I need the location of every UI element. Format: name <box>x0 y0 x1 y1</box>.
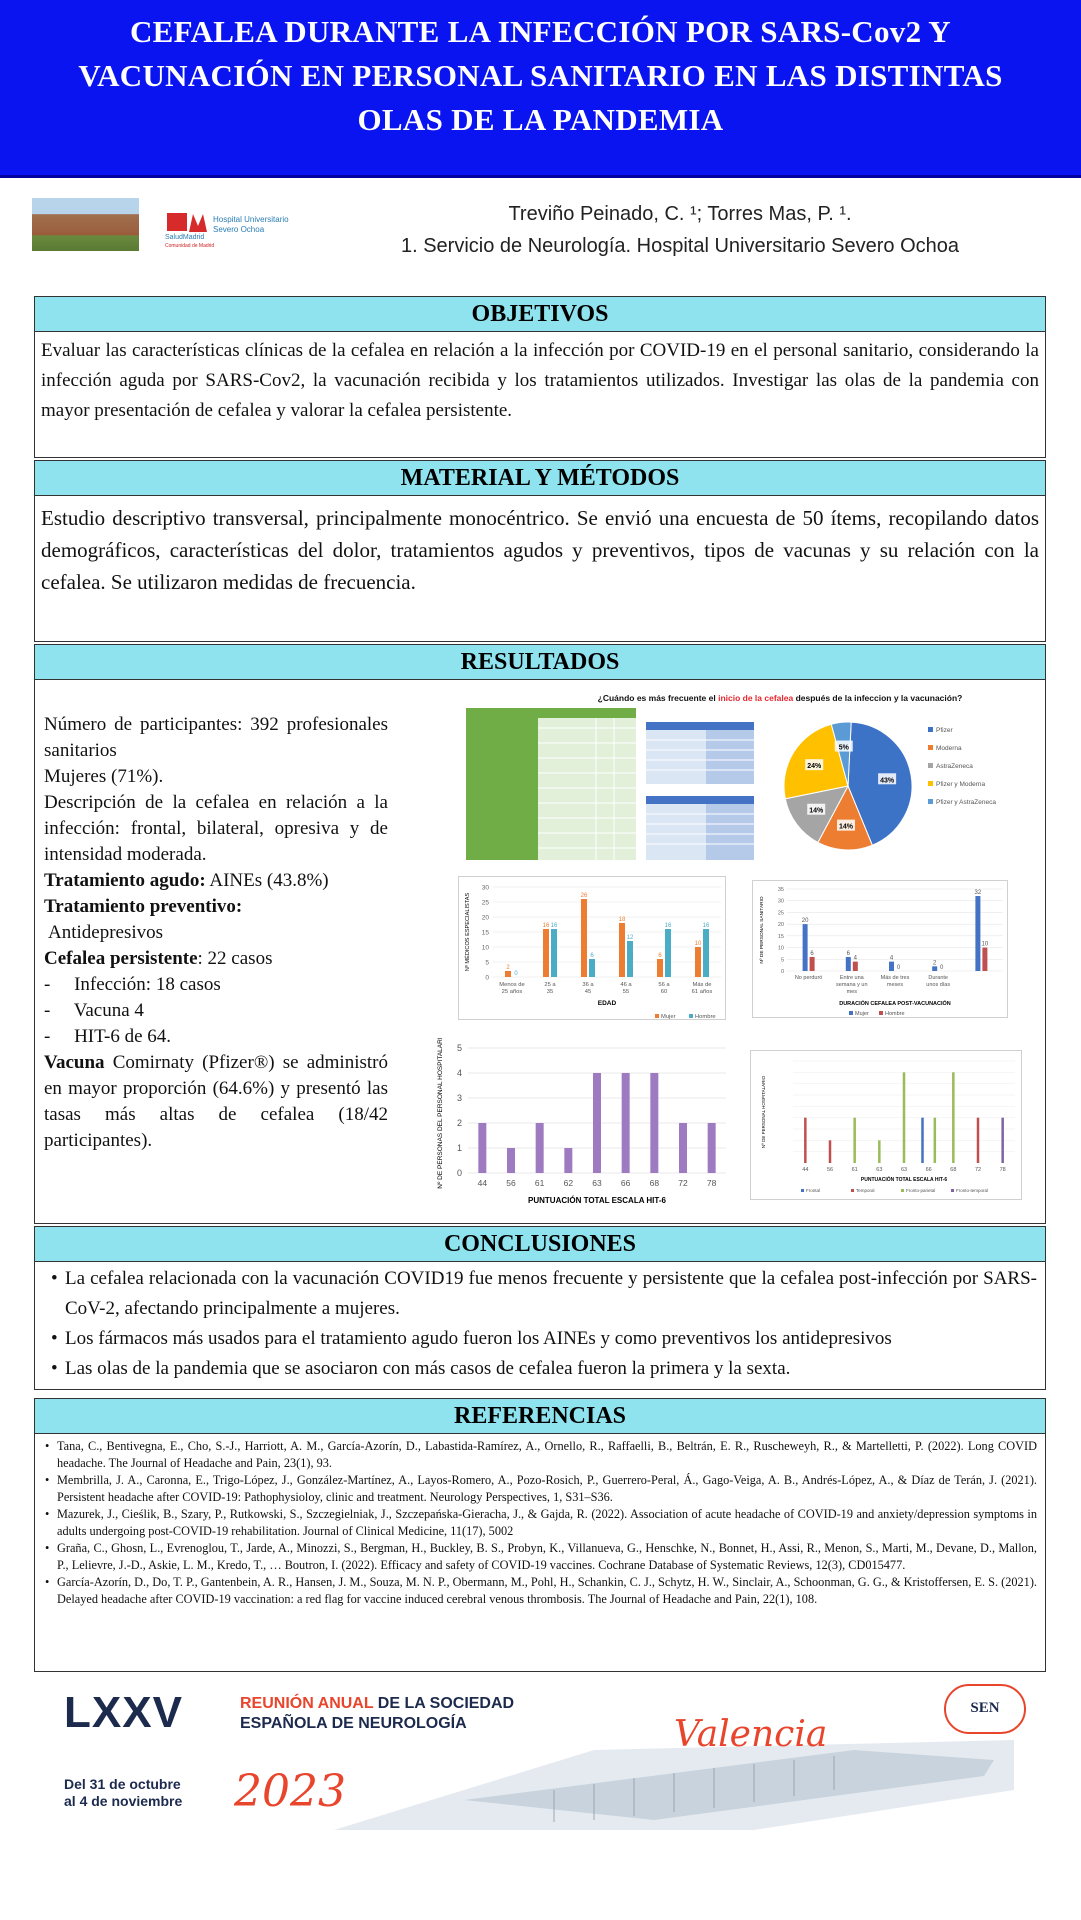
legend-swatch <box>951 1189 954 1192</box>
legend-swatch <box>928 781 933 786</box>
x-tick-label: meses <box>886 982 904 988</box>
reference-item: • Mazurek, J., Cieślik, B., Szary, P., Rutkowski, S., Szczegielniak, J., Szczepańska-Gieracha, J., & Gajda, R. (2022). Association of acute headache of COVID-19 and anxiety/depression symptoms in adults undergoing post-COVID-19 rehabilitation. Journal of Clinical Medicine, 11(17), 5002 <box>43 1506 1037 1540</box>
bar <box>932 966 937 971</box>
title-line-3: OLAS DE LA PANDEMIA <box>357 102 724 137</box>
x-tick-label: 61 <box>534 1178 545 1188</box>
legend-swatch <box>689 1014 693 1018</box>
y-tick-label: 5 <box>780 957 784 964</box>
bar <box>507 1148 515 1173</box>
x-tick-label: 68 <box>649 1178 660 1188</box>
legend-swatch <box>655 1014 659 1018</box>
legend-label: AstraZeneca <box>936 763 973 770</box>
bar <box>977 1118 980 1163</box>
bar-value-label: 16 <box>664 923 672 929</box>
conclusiones-list <box>35 1262 1045 1384</box>
legend-label: Hombre <box>695 1014 716 1020</box>
participantes-text: Número de participantes: 392 profesionales sanitarios <box>44 714 388 761</box>
conclusion-item: • La cefalea relacionada con la vacunación COVID19 fue menos frecuente y persistente que la cefalea post-infección por SARS-CoV-2, afectando principalmente a mujeres. <box>43 1264 1037 1324</box>
bar <box>982 948 987 971</box>
tratamiento-agudo: Tratamiento agudo: AINEs (43.8%) <box>44 870 329 891</box>
x-axis-title: PUNTUACIÓN TOTAL ESCALA HIT-6 <box>860 1177 948 1183</box>
bar <box>619 923 625 977</box>
objetivos-heading: OBJETIVOS <box>35 297 1045 332</box>
pie-value-label: 24% <box>807 763 822 771</box>
y-tick-label: 10 <box>777 945 784 952</box>
x-tick-label: Más de <box>692 982 712 988</box>
legend-swatch <box>879 1011 883 1015</box>
city-label: Valencia <box>674 1714 828 1755</box>
x-axis-title: DURACIÓN CEFALEA POST-VACUNACIÓN <box>839 1001 951 1007</box>
metodos-heading: MATERIAL Y MÉTODOS <box>35 461 1045 496</box>
year-label: 2023 <box>234 1766 346 1817</box>
hospital-name: Hospital Universitario Severo Ochoa <box>213 215 289 234</box>
hospital-photo <box>32 198 139 251</box>
x-tick-label: semana y un <box>836 982 868 988</box>
bar <box>478 1123 486 1173</box>
x-tick-label: 56 <box>826 1167 834 1173</box>
vacuna-text: Vacuna Comirnaty (Pfizer®) se administró en mayor proporción (64.6%) y presentó las tasas más altas de cefalea (18/42 participantes). <box>44 1052 388 1151</box>
author-affiliation: 1. Servicio de Neurología. Hospital Universitario Severo Ochoa <box>400 235 960 257</box>
y-tick-label: 0 <box>456 1168 462 1178</box>
persistente-item: - Vacuna 4 <box>44 1000 144 1021</box>
bar-value-label: 0 <box>896 965 901 971</box>
bar-value-label: 32 <box>974 890 982 897</box>
cefalea-persistente: Cefalea persistente: 22 casos <box>44 948 273 969</box>
x-tick-label: 35 <box>546 989 554 995</box>
y-axis-title: Nº DE PERSONAS DEL PERSONAL HOSPITALARIO <box>437 1038 444 1189</box>
bar <box>708 1123 716 1173</box>
bar-value-label: 4 <box>853 955 857 962</box>
x-tick-label: 72 <box>974 1167 982 1173</box>
bar <box>853 1118 856 1163</box>
x-tick-label: 68 <box>950 1167 957 1173</box>
bar <box>903 1072 906 1163</box>
pie-value-label: 14% <box>809 807 824 815</box>
bar <box>804 1118 807 1163</box>
bar <box>665 929 671 977</box>
legend-label: Temporal <box>856 1188 875 1193</box>
legend-label: Fronto-parietal <box>906 1188 936 1193</box>
congress-building-graphic <box>34 1680 1046 1840</box>
bar-value-label: 6 <box>810 950 814 957</box>
section-conclusiones <box>34 1226 1046 1390</box>
authors-block <box>330 198 1030 262</box>
bar-value-label: 12 <box>626 935 634 941</box>
bar <box>889 962 894 971</box>
persistente-item: - HIT-6 de 64. <box>44 1026 171 1047</box>
conclusion-item: • Los fármacos más usados para el tratamiento agudo fueron los AINEs y como preventivos los antidepresivos <box>43 1324 1037 1354</box>
bar <box>853 962 858 971</box>
x-tick-label: 66 <box>620 1178 631 1188</box>
x-tick-label: 56 a <box>658 982 670 988</box>
legend-swatch <box>928 727 933 732</box>
x-tick-label: 36 a <box>582 982 594 988</box>
y-tick-label: 30 <box>777 898 784 905</box>
referencias-list <box>35 1434 1045 1608</box>
x-tick-label: 60 <box>660 989 668 995</box>
age-bar-chart <box>458 876 726 1020</box>
bar <box>589 959 595 977</box>
title-line-1: CEFALEA DURANTE LA INFECCIÓN POR SARS-Cov2 Y <box>129 14 951 49</box>
y-tick-label: 15 <box>481 929 489 937</box>
pie-value-label: 14% <box>839 823 854 831</box>
pie-value-label: 5% <box>838 744 849 752</box>
bar <box>703 929 709 977</box>
y-tick-label: 10 <box>481 944 489 952</box>
duration-bar-chart <box>752 880 1008 1018</box>
x-tick-label: unos días <box>926 982 951 988</box>
resultados-heading: RESULTADOS <box>35 645 1045 680</box>
x-tick-label: 63 <box>900 1167 908 1173</box>
hit6-bar-chart <box>428 1038 730 1212</box>
bar <box>695 947 701 977</box>
y-axis-title: Nº DE PERSONAL HOSPITALARIO <box>761 1075 766 1149</box>
reference-item: • Graña, C., Ghosn, L., Evrenoglou, T., Jarde, A., Minozzi, S., Bergman, H., Buckley, B. S., Probyn, K., Villanueva, G., Henschke, N., Bonnet, H., Assi, R., Menon, S., Marti, M., Devane, D., Mallon, P., Lelievre, J.-D., Askie, L. M., Kredo, T., … Boutron, I. (2022). Efficacy and safety of COVID-19 vaccines. Cochrane Database of Systematic Reviews, 12(3), CD015477. <box>43 1540 1037 1574</box>
x-tick-label: 46 a <box>620 982 632 988</box>
bar <box>551 929 557 977</box>
legend-swatch <box>901 1189 904 1192</box>
hit6-location-chart <box>750 1050 1022 1200</box>
y-tick-label: 3 <box>456 1093 462 1103</box>
bar <box>627 941 633 977</box>
x-tick-label: 61 <box>851 1167 858 1173</box>
legend-label: Pfizer y Moderna <box>936 781 986 788</box>
bar <box>810 957 815 971</box>
bar <box>650 1073 658 1173</box>
legend-label: Pfizer y AstraZeneca <box>936 799 996 806</box>
bar <box>975 896 980 971</box>
x-tick-label: 44 <box>802 1167 809 1173</box>
bar <box>564 1148 572 1173</box>
conclusiones-heading: CONCLUSIONES <box>35 1227 1045 1262</box>
bar-value-label: 18 <box>618 917 626 923</box>
x-tick-label: 78 <box>706 1178 717 1188</box>
y-axis-title: Nº MÉDICOS ESPECIALISTAS <box>465 892 471 972</box>
y-tick-label: 30 <box>481 884 489 892</box>
bar-value-label: 16 <box>550 923 558 929</box>
x-tick-label: No perduró <box>794 975 823 981</box>
resultados-text <box>44 712 388 1154</box>
bar <box>657 959 663 977</box>
bar <box>581 899 587 977</box>
hospital-logo <box>165 210 315 250</box>
bar <box>878 1140 881 1163</box>
y-tick-label: 35 <box>777 887 784 893</box>
bar <box>543 929 549 977</box>
legend-label: Mujer <box>661 1014 676 1020</box>
x-tick-label: 66 <box>925 1167 932 1173</box>
bar <box>921 1118 924 1163</box>
x-axis-title: EDAD <box>597 1000 617 1007</box>
bar <box>1001 1118 1004 1163</box>
y-tick-label: 1 <box>456 1143 462 1153</box>
tratamiento-preventivo-value: Antidepresivos <box>48 922 164 943</box>
legend-label: Hombre <box>885 1011 905 1017</box>
x-tick-label: 78 <box>999 1167 1006 1173</box>
bar <box>846 957 851 971</box>
bar <box>829 1140 832 1163</box>
descripcion-text: Descripción de la cefalea en relación a la infección: frontal, bilateral, opresiva y de intensidad moderada. <box>44 792 388 865</box>
bar <box>803 924 808 971</box>
bar-value-label: 0 <box>514 971 518 977</box>
x-tick-label: Más de tres <box>880 975 910 981</box>
inicio-vacunacion-table <box>646 796 754 860</box>
congress-dates: Del 31 de octubre al 4 de noviembre <box>64 1776 183 1809</box>
bar-value-label: 4 <box>889 955 894 962</box>
y-axis-title: Nº DE PERSONAL SANITARIO <box>760 896 765 964</box>
bar <box>952 1072 955 1163</box>
legend-swatch <box>928 745 933 750</box>
y-tick-label: 4 <box>456 1068 462 1078</box>
reference-item: • García-Azorín, D., Do, T. P., Gantenbein, A. R., Hansen, J. M., Souza, M. N. P., Obermann, M., Pohl, H., Schankin, C. J., Schytz, H. W., Sinclair, A., Schoonman, G. G., & Kristoffersen, E. S. (2021). Delayed headache after COVID-19 vaccination: a red flag for vaccine induced cerebral venous thrombosis. The Journal of Headache and Pain, 22(1), 108. <box>43 1574 1037 1608</box>
bar-value-label: 26 <box>580 893 588 899</box>
x-tick-label: 45 <box>584 989 592 995</box>
figure-title: ¿Cuándo es más frecuente el inicio de la cefalea después de la infeccion y la vacunación? <box>597 693 963 703</box>
legend-swatch <box>801 1189 804 1192</box>
bar-value-label: 16 <box>702 923 710 929</box>
y-tick-label: 0 <box>780 969 784 975</box>
pie-value-label: 43% <box>880 777 895 785</box>
section-referencias <box>34 1398 1046 1672</box>
y-tick-label: 25 <box>481 899 489 907</box>
olas-table <box>466 708 636 860</box>
conclusion-item: • Las olas de la pandemia que se asociaron con más casos de cefalea fueron la primera y la sexta. <box>43 1354 1037 1384</box>
legend-swatch <box>849 1011 853 1015</box>
mujeres-text: Mujeres (71%). <box>44 766 164 787</box>
bar <box>505 971 511 977</box>
y-tick-label: 20 <box>481 914 489 922</box>
bar-value-label: 6 <box>590 953 594 959</box>
sen-logo: SEN <box>944 1684 1026 1734</box>
x-tick-label: 55 <box>622 989 630 995</box>
reference-item: • Membrilla, J. A., Caronna, E., Trigo-López, J., González-Martínez, A., Layos-Romero, A., Pozo-Rosich, P., Guerrero-Peral, Á., Gago-Veiga, A. B., Andrés-López, A., & Díaz de Terán, J. (2021). Persistent headache after COVID-19: Pathophysioloy, clinic and treatment. Neurology Perspectives, 1, S31–S36. <box>43 1472 1037 1506</box>
bar <box>593 1073 601 1173</box>
y-tick-label: 20 <box>777 922 784 929</box>
title-line-2: VACUNACIÓN EN PERSONAL SANITARIO EN LAS DISTINTAS <box>78 58 1003 93</box>
section-objetivos <box>34 296 1046 458</box>
author-names: Treviño Peinado, C. ¹; Torres Mas, P. ¹. <box>508 203 852 225</box>
metodos-text: Estudio descriptivo transversal, principalmente monocéntrico. Se envió una encuesta de 50 ítems, recopilando datos demográficos, características del dolor, tratamientos agudos y preventivos, tipos de vacunas y su relación con la cefalea. Se utilizaron medidas de frecuencia. <box>41 506 1039 594</box>
x-tick-label: 25 a <box>544 982 556 988</box>
x-tick-label: Menos de <box>499 982 525 988</box>
x-tick-label: mes <box>846 989 857 995</box>
tratamiento-preventivo-label: Tratamiento preventivo: <box>44 896 243 917</box>
x-tick-label: 62 <box>563 1178 574 1188</box>
referencias-heading: REFERENCIAS <box>35 1399 1045 1434</box>
x-tick-label: 56 <box>506 1178 516 1188</box>
x-tick-label: Entre una <box>839 975 864 981</box>
objetivos-text: Evaluar las características clínicas de la cefalea en relación a la infección por COVID-19 en el personal sanitario, considerando la infección aguda por SARS-Cov2, la vacunación recibida y los tratamientos utilizados. Investigar las olas de la pandemia con mayor presentación de cefalea y valorar la cefalea persistente. <box>41 340 1039 421</box>
x-tick-label: 63 <box>592 1178 602 1188</box>
x-axis-title: PUNTUACIÓN TOTAL ESCALA HIT-6 <box>528 1196 666 1205</box>
bar-value-label: 20 <box>801 918 809 925</box>
bar-value-label: 16 <box>542 923 550 929</box>
y-tick-label: 25 <box>777 910 784 917</box>
legend-swatch <box>851 1189 854 1192</box>
legend-swatch <box>928 763 933 768</box>
bar-value-label: 10 <box>981 941 989 948</box>
x-tick-label: 25 años <box>501 989 523 995</box>
x-tick-label: 63 <box>876 1167 883 1173</box>
bar-value-label: 2 <box>506 965 510 971</box>
legend-label: Moderna <box>936 745 962 752</box>
bar-value-label: 10 <box>694 941 702 947</box>
y-tick-label: 15 <box>777 933 784 940</box>
bar <box>934 1118 937 1163</box>
congress-banner <box>34 1680 1046 1840</box>
reference-item: • Tana, C., Bentivegna, E., Cho, S.-J., Harriott, A. M., García-Azorín, D., Labastida-Ramírez, A., Ornello, R., Raffaelli, B., Beltrán, E. R., Ruscheweyh, R., & Martelletti, P. (2022). Long COVID headache. The Journal of Headache and Pain, 23(1), 93. <box>43 1438 1037 1472</box>
y-tick-label: 5 <box>485 959 489 967</box>
poster-title <box>0 0 1081 178</box>
x-tick-label: 72 <box>678 1178 688 1188</box>
y-tick-label: 5 <box>456 1043 462 1053</box>
vaccine-pie-chart <box>766 712 1006 860</box>
salud-madrid-label: SaludMadrid <box>165 234 205 241</box>
reunion-label: REUNIÓN ANUAL DE LA SOCIEDAD ESPAÑOLA DE NEUROLOGÍA <box>240 1695 515 1732</box>
bar-value-label: 6 <box>846 950 850 957</box>
persistente-item: - Infección: 18 casos <box>44 974 221 995</box>
x-tick-label: Durante <box>928 975 948 981</box>
bar-value-label: 6 <box>658 953 662 959</box>
bar-value-label: 2 <box>933 960 937 967</box>
bar <box>622 1073 630 1173</box>
x-tick-label: 44 <box>477 1178 488 1188</box>
legend-label: Fronto-temporal <box>956 1188 989 1193</box>
legend-swatch <box>928 799 933 804</box>
y-tick-label: 0 <box>485 974 489 982</box>
legend-label: Pfizer <box>936 727 953 734</box>
bar <box>679 1123 687 1173</box>
lxxv-label: LXXV <box>64 1688 183 1737</box>
inicio-infeccion-table <box>646 722 754 784</box>
bar <box>536 1123 544 1173</box>
comunidad-label: Comunidad de Madrid <box>165 243 215 249</box>
bar-value-label: 0 <box>940 965 944 971</box>
x-tick-label: 61 años <box>691 989 713 995</box>
y-tick-label: 2 <box>456 1118 462 1128</box>
legend-label: Frontal <box>806 1188 821 1193</box>
legend-label: Mujer <box>855 1011 869 1017</box>
section-metodos <box>34 460 1046 642</box>
